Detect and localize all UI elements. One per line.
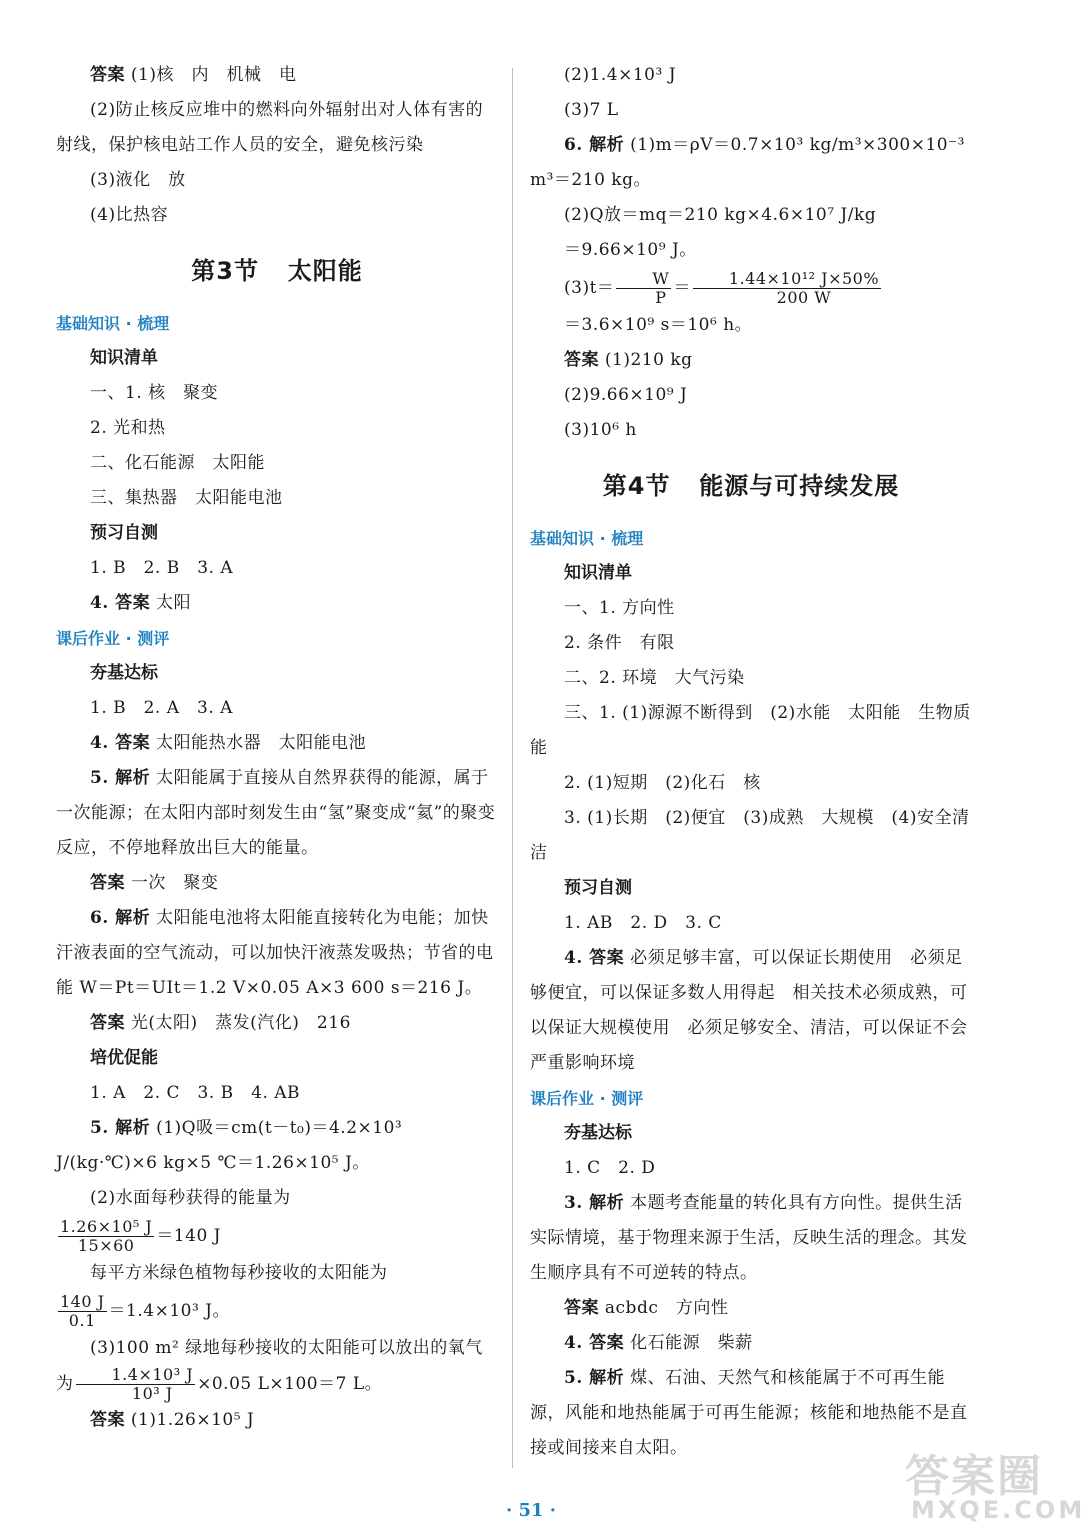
answer-line: (3)液化 放	[90, 170, 186, 190]
list-item: 三、1. (1)源源不断得到 (2)水能 太阳能 生物质能	[530, 703, 971, 758]
answer-label: 答案	[90, 1013, 125, 1033]
subheading: 预习自测	[564, 878, 632, 898]
page-number: · 51 ·	[505, 1500, 557, 1521]
list-item	[56, 866, 498, 901]
list-item: 3. (1)长期 (2)便宜 (3)成熟 大规模 (4)安全清洁	[530, 808, 970, 863]
fraction-numerator: 140 J	[60, 1292, 105, 1311]
category-label: 基础知识 · 梳理	[530, 529, 644, 548]
text-line	[56, 1331, 498, 1403]
right-column	[530, 58, 972, 1466]
answer-line: (2)防止核反应堆中的燃料向外辐射出对人体有害的射线，保护核电站工作人员的安全，避免核污染	[56, 100, 484, 155]
list-item: 一、1. 核 聚变	[90, 383, 219, 403]
analysis-label: 5. 解析	[90, 768, 151, 788]
list-item: 三、集热器 太阳能电池	[90, 488, 283, 508]
answer-label: 答案	[90, 65, 125, 85]
fraction-numerator: 1.44×10¹² J×50%	[693, 270, 881, 289]
formula-head: (3)t＝	[564, 278, 615, 298]
answer-line	[56, 58, 498, 93]
list-item: 二、2. 环境 大气污染	[564, 668, 745, 688]
list-item	[530, 343, 972, 378]
answer-label: 答案	[90, 1410, 125, 1430]
list-item: 1. AB 2. D 3. C	[564, 913, 722, 933]
analysis-label: 6. 解析	[564, 135, 625, 155]
analysis-text: 煤、石油、天然气和核能属于不可再生能源，风能和地热能属于可再生能源；核能和地热能不是直接或间接来自太阳。	[530, 1368, 968, 1458]
list-item: 一、1. 方向性	[564, 598, 675, 618]
list-item: 1. B 2. B 3. A	[90, 558, 234, 578]
list-item: 1. B 2. A 3. A	[90, 698, 233, 718]
analysis-paragraph	[530, 1186, 972, 1291]
list-item: 二、化石能源 太阳能	[90, 453, 265, 473]
fraction-denominator: 10³ J	[131, 1384, 173, 1403]
formula-tail: ×0.05 L×100＝7 L。	[197, 1374, 383, 1394]
section-heading	[530, 466, 972, 501]
list-item	[56, 1403, 498, 1438]
fraction	[693, 270, 881, 307]
list-item	[56, 1006, 498, 1041]
fraction	[76, 1366, 196, 1403]
watermark-logo	[905, 1440, 1085, 1530]
answer-text: 一次 聚变	[125, 873, 219, 893]
answer-label: 答案	[90, 873, 125, 893]
column-divider	[512, 68, 513, 1468]
section-number: 第4节	[602, 472, 671, 500]
answer-label: 4. 答案	[90, 733, 151, 753]
subheading: 夯基达标	[90, 663, 158, 683]
answer-text: 太阳能热水器 太阳能电池	[150, 733, 367, 753]
answer-text: (1)核 内 机械 电	[125, 65, 297, 85]
left-column	[56, 58, 498, 1438]
fraction-denominator: 0.1	[68, 1311, 96, 1330]
list-item: 1. A 2. C 3. B 4. AB	[90, 1083, 301, 1103]
list-item	[56, 586, 498, 621]
list-item	[56, 726, 498, 761]
analysis-label: 6. 解析	[90, 908, 151, 928]
section-title: 能源与可持续发展	[699, 472, 900, 500]
analysis-text: 太阳能属于直接从自然界获得的能源，属于一次能源；在太阳内部时刻发生由“氢”聚变成“氦”的聚变反应，不停地释放出巨大的能量。	[56, 768, 496, 858]
fraction	[58, 1218, 154, 1255]
fraction-numerator: W	[616, 270, 671, 289]
answer-label: 4. 答案	[90, 593, 151, 613]
analysis-label: 5. 解析	[90, 1118, 151, 1138]
text-line: (2)水面每秒获得的能量为	[90, 1188, 291, 1208]
list-item: 2. 光和热	[90, 418, 166, 438]
formula-line	[530, 268, 972, 308]
list-item: 2. 条件 有限	[564, 633, 675, 653]
text-line: ＝9.66×10⁹ J。	[564, 240, 697, 260]
list-item	[530, 1326, 972, 1361]
analysis-text: 本题考查能量的转化具有方向性。提供生活实际情境，基于物理来源于生活，反映生活的理念。其发生顺序具有不可逆转的特点。	[530, 1193, 968, 1283]
formula-line	[56, 1291, 498, 1331]
list-item: 1. C 2. D	[564, 1158, 656, 1178]
analysis-label: 5. 解析	[564, 1368, 625, 1388]
answer-label: 答案	[564, 350, 599, 370]
list-item: 2. (1)短期 (2)化石 核	[564, 773, 761, 793]
watermark-sub-text: MXQE.COM	[911, 1496, 1085, 1524]
analysis-text: 太阳能电池将太阳能直接转化为电能；加快汗液表面的空气流动，可以加快汗液蒸发吸热；节省的电能 W＝Pt＝UIt＝1.2 V×0.05 A×3 600 s＝216 J。	[56, 908, 494, 998]
formula-line	[56, 1216, 498, 1256]
answer-text: 化石能源 柴薪	[624, 1333, 753, 1353]
subheading: 夯基达标	[564, 1123, 632, 1143]
subheading: 预习自测	[90, 523, 158, 543]
answer-text: (1)210 kg	[599, 350, 693, 370]
fraction	[616, 270, 671, 307]
analysis-label: 3. 解析	[564, 1193, 625, 1213]
formula-tail: ＝140 J	[156, 1226, 221, 1246]
fraction-numerator: 1.4×10³ J	[76, 1366, 196, 1385]
subheading: 知识清单	[90, 348, 158, 368]
answer-text: 光(太阳) 蒸发(汽化) 216	[125, 1013, 351, 1033]
answer-text: (1)1.26×10⁵ J	[125, 1410, 255, 1430]
category-label: 基础知识 · 梳理	[56, 314, 170, 333]
answer-text: 太阳	[150, 593, 192, 613]
fraction-numerator: 1.26×10⁵ J	[60, 1217, 153, 1236]
answer-text: 必须足够丰富，可以保证长期使用 必须足够便宜，可以保证多数人用得起 相关技术必须成熟，可以保证大规模使用 必须足够安全、清洁，可以保证不会严重影响环境	[530, 948, 968, 1073]
fraction-denominator: 200 W	[776, 288, 832, 307]
answer-line: (2)9.66×10⁹ J	[564, 385, 688, 405]
list-item	[530, 941, 972, 1081]
category-label: 课后作业 · 测评	[56, 629, 170, 648]
section-number: 第3节	[191, 257, 259, 285]
text-line: ＝3.6×10⁹ s＝10⁶ h。	[564, 315, 753, 335]
text-line: 每平方米绿色植物每秒接收的太阳能为	[90, 1263, 388, 1283]
list-item	[530, 1291, 972, 1326]
analysis-text: (1)Q吸＝cm(t－t₀)＝4.2×10³ J/(kg·℃)×6 kg×5 ℃＝1.26×10⁵ J。	[56, 1118, 403, 1173]
answer-line: (4)比热容	[90, 205, 169, 225]
analysis-paragraph	[56, 1111, 498, 1181]
subheading: 培优促能	[90, 1048, 158, 1068]
subheading: 知识清单	[564, 563, 632, 583]
analysis-paragraph	[56, 901, 498, 1006]
fraction-denominator: 15×60	[77, 1236, 135, 1255]
watermark-main-text: 答案圈	[905, 1451, 1043, 1502]
section-heading	[56, 251, 498, 286]
answer-line: (3)10⁶ h	[564, 420, 637, 440]
formula-equals: ＝	[673, 278, 691, 298]
fraction-denominator: P	[655, 288, 667, 307]
answer-text: acbdc 方向性	[599, 1298, 729, 1318]
section-title: 太阳能	[287, 257, 363, 285]
answer-line: (2)1.4×10³ J	[564, 65, 677, 85]
answer-label: 答案	[564, 1298, 599, 1318]
analysis-paragraph	[530, 128, 972, 198]
analysis-text: (1)m＝ρV＝0.7×10³ kg/m³×300×10⁻³ m³＝210 kg。	[530, 135, 965, 190]
category-label: 课后作业 · 测评	[530, 1089, 644, 1108]
answer-label: 4. 答案	[564, 1333, 625, 1353]
answer-label: 4. 答案	[564, 948, 625, 968]
answer-line: (3)7 L	[564, 100, 619, 120]
formula-tail: ＝1.4×10³ J。	[108, 1301, 230, 1321]
fraction	[58, 1293, 107, 1330]
analysis-paragraph	[56, 761, 498, 866]
text-line: (2)Q放＝mq＝210 kg×4.6×10⁷ J/kg	[564, 205, 877, 225]
text-segment: (3)100 m² 绿地每秒接收的太阳能可以放出的氧气为	[56, 1338, 483, 1394]
